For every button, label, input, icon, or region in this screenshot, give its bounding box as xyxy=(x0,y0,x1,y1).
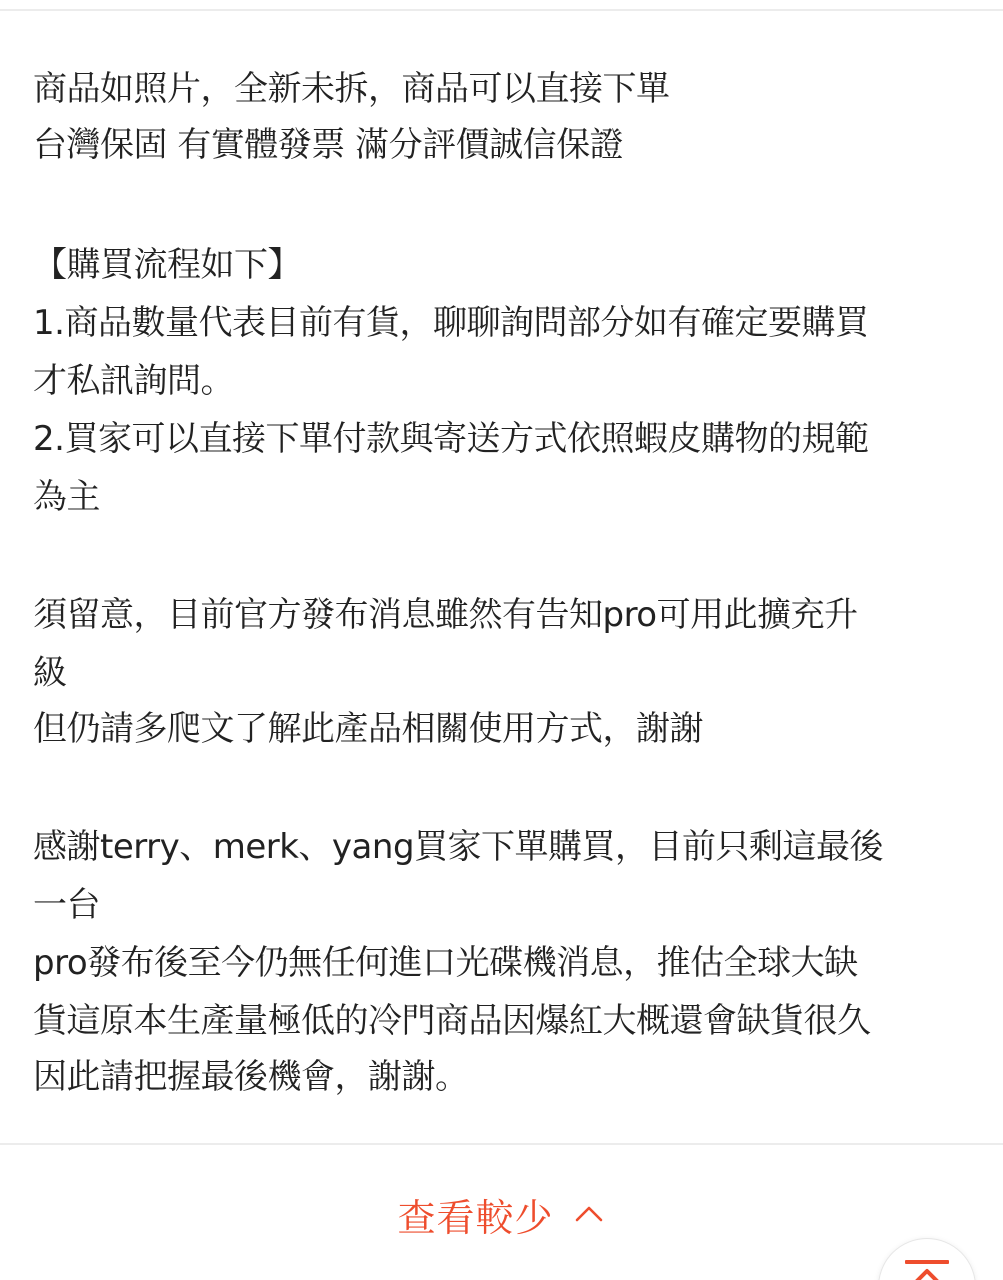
description-line: 才私訊詢問。 xyxy=(33,361,234,401)
description-paragraph-3 xyxy=(33,586,973,756)
description-line: 因此請把握最後機會，謝謝。 xyxy=(33,1057,469,1097)
description-paragraph-2 xyxy=(33,236,973,526)
scroll-to-top-icon xyxy=(903,1257,951,1280)
description-line: 1.商品數量代表目前有貨，聊聊詢問部分如有確定要購買 xyxy=(33,303,869,343)
description-line: 【購買流程如下】 xyxy=(33,245,301,285)
description-paragraph-1 xyxy=(33,60,973,172)
bottom-divider xyxy=(0,1143,1003,1145)
description-line: 一台 xyxy=(33,885,100,925)
description-line: 須留意，目前官方發布消息雖然有告知pro可用此擴充升 xyxy=(33,595,858,635)
description-line: 商品如照片，全新未拆，商品可以直接下單 xyxy=(33,69,670,109)
description-line: 為主 xyxy=(33,477,100,517)
top-divider xyxy=(0,9,1003,11)
description-line: 台灣保固 有實體發票 滿分評價誠信保證 xyxy=(33,125,624,165)
description-line: 但仍請多爬文了解此產品相關使用方式，謝謝 xyxy=(33,709,703,749)
description-line: 感謝terry、merk、yang買家下單購買，目前只剩這最後 xyxy=(33,827,884,867)
description-line: 級 xyxy=(33,653,67,693)
product-description xyxy=(33,60,973,1104)
see-less-label: 查看較少 xyxy=(397,1195,554,1240)
see-less-button[interactable] xyxy=(0,1180,1003,1248)
description-paragraph-4 xyxy=(33,818,973,1104)
description-line: 2.買家可以直接下單付款與寄送方式依照蝦皮購物的規範 xyxy=(33,419,869,459)
description-line: 貨這原本生產量極低的冷門商品因爆紅大概還會缺貨很久 xyxy=(33,1001,871,1041)
description-line: pro發布後至今仍無任何進口光碟機消息，推估全球大缺 xyxy=(33,943,858,983)
chevron-up-icon xyxy=(572,1197,606,1231)
